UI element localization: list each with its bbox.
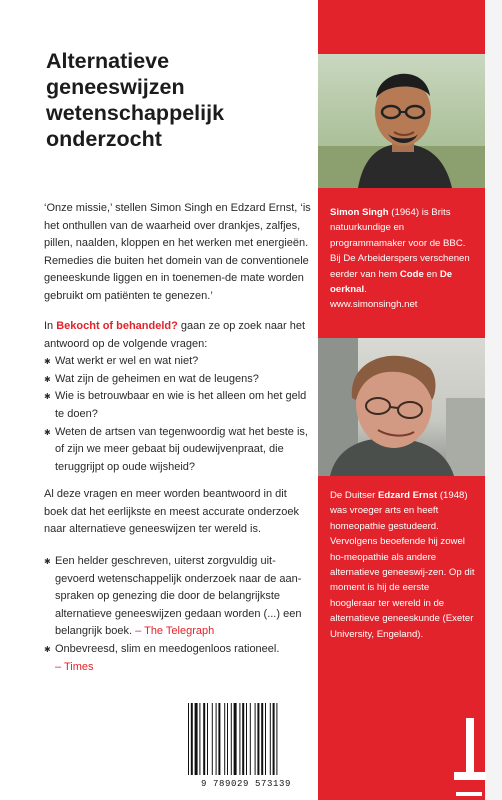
title-line: geneeswijzen [46, 75, 185, 99]
cover-edge [485, 0, 502, 800]
author1-bio-b: . [364, 284, 367, 296]
author2-text [330, 488, 476, 642]
intro-paragraph [44, 200, 312, 306]
author1-website: www.simonsingh.net [330, 299, 418, 311]
back-cover-title [46, 48, 308, 152]
author1-book1: Code [399, 268, 424, 280]
questions-prefix: In [44, 320, 57, 332]
author-photo-simon-singh [318, 54, 485, 188]
review-source: – Times [55, 660, 94, 673]
questions-list [44, 353, 312, 476]
publisher-logo [452, 710, 486, 800]
author1-bio [330, 205, 476, 313]
author1-book2: De oerknal [330, 268, 453, 296]
reviews-list [44, 553, 312, 676]
author1-text [330, 205, 476, 297]
author-photo-edzard-ernst [318, 338, 485, 476]
intro-text: ‘Onze missie,’ stellen Simon Singh en Edzard Ernst, ‘is het onthullen van de waarheid over drankjes, zalfjes, pillen, naalden, kloppen en het werken met energieën. Remedies die buiten het domein van de conventionele geneeskunde liggen en in toenemen-de mate worden gebruikt om patiënten te genezen.’ [44, 202, 311, 302]
answer-text: Al deze vragen en meer worden beantwoord in dit boek dat het eerlijkste en meest accurate onderzoek naar alternatieve geneeswijzen ter wereld is. [44, 488, 299, 536]
list-item: ✱ Wat werkt er wel en wat niet? [44, 353, 312, 371]
author1-name: Simon Singh [330, 207, 389, 218]
author1-conj: en [423, 268, 440, 280]
list-item: ✱ Wie is betrouwbaar en wie is het alleen om het geld te doen? [44, 388, 312, 423]
author1-bio-a: (1964) is Brits natuurkundige en programmamaker voor de BBC. Bij De Arbeiderspers verschenen eerder van hem [330, 207, 470, 280]
questions-block [44, 318, 312, 476]
isbn-number: 9 789029 573139 [200, 779, 291, 789]
author2-bio-text: (1948) was vroeger arts en heeft homeopathie gestudeerd. Vervolgens beoefende hij zowel ho-meopathie als andere alternatieve geneeswij-zen. Op dit moment is hij de eerste hoogleraar ter wereld in de alternatieve geneeskunde (Exeter University, Engeland). [330, 490, 475, 640]
questions-suffix: gaan ze op zoek naar het antwoord op de volgende vragen: [44, 320, 306, 350]
review-quote [44, 641, 312, 676]
list-item: ✱ Wat zijn de geheimen en wat de leugens? [44, 371, 312, 389]
reviews-block [44, 553, 312, 676]
barcode [186, 703, 306, 775]
review-source: – The Telegraph [135, 625, 215, 638]
book-title: Bekocht of behandeld? [56, 320, 178, 332]
questions-intro [44, 318, 312, 353]
review-quote [44, 553, 312, 641]
title-line: Alternatieve [46, 49, 170, 73]
answer-paragraph [44, 486, 312, 539]
title-line: onderzocht [46, 127, 162, 151]
review-text: Een helder geschreven, uiterst zorgvuldig uit-gevoerd wetenschappelijk onderzoek naar de aan-spraken op genezing die door de belangrijkste alternatieve geneeswijzen gedaan worden (...) een belangrijk boek. [55, 555, 302, 638]
author2-prefix: De Duitser [330, 490, 378, 501]
barcode-area [178, 699, 314, 796]
review-text: Onbevreesd, slim en meedogenloos rationeel. [55, 642, 280, 655]
list-item: ✱ Weten de artsen van tegenwoordig wat het beste is, of zijn we meer gebaat bij oudewijvenpraat, die teruggrijpt op oude wijsheid? [44, 424, 312, 477]
title-line: wetenschappelijk [46, 101, 225, 125]
author2-name: Edzard Ernst [377, 490, 438, 501]
author2-bio [330, 488, 476, 642]
